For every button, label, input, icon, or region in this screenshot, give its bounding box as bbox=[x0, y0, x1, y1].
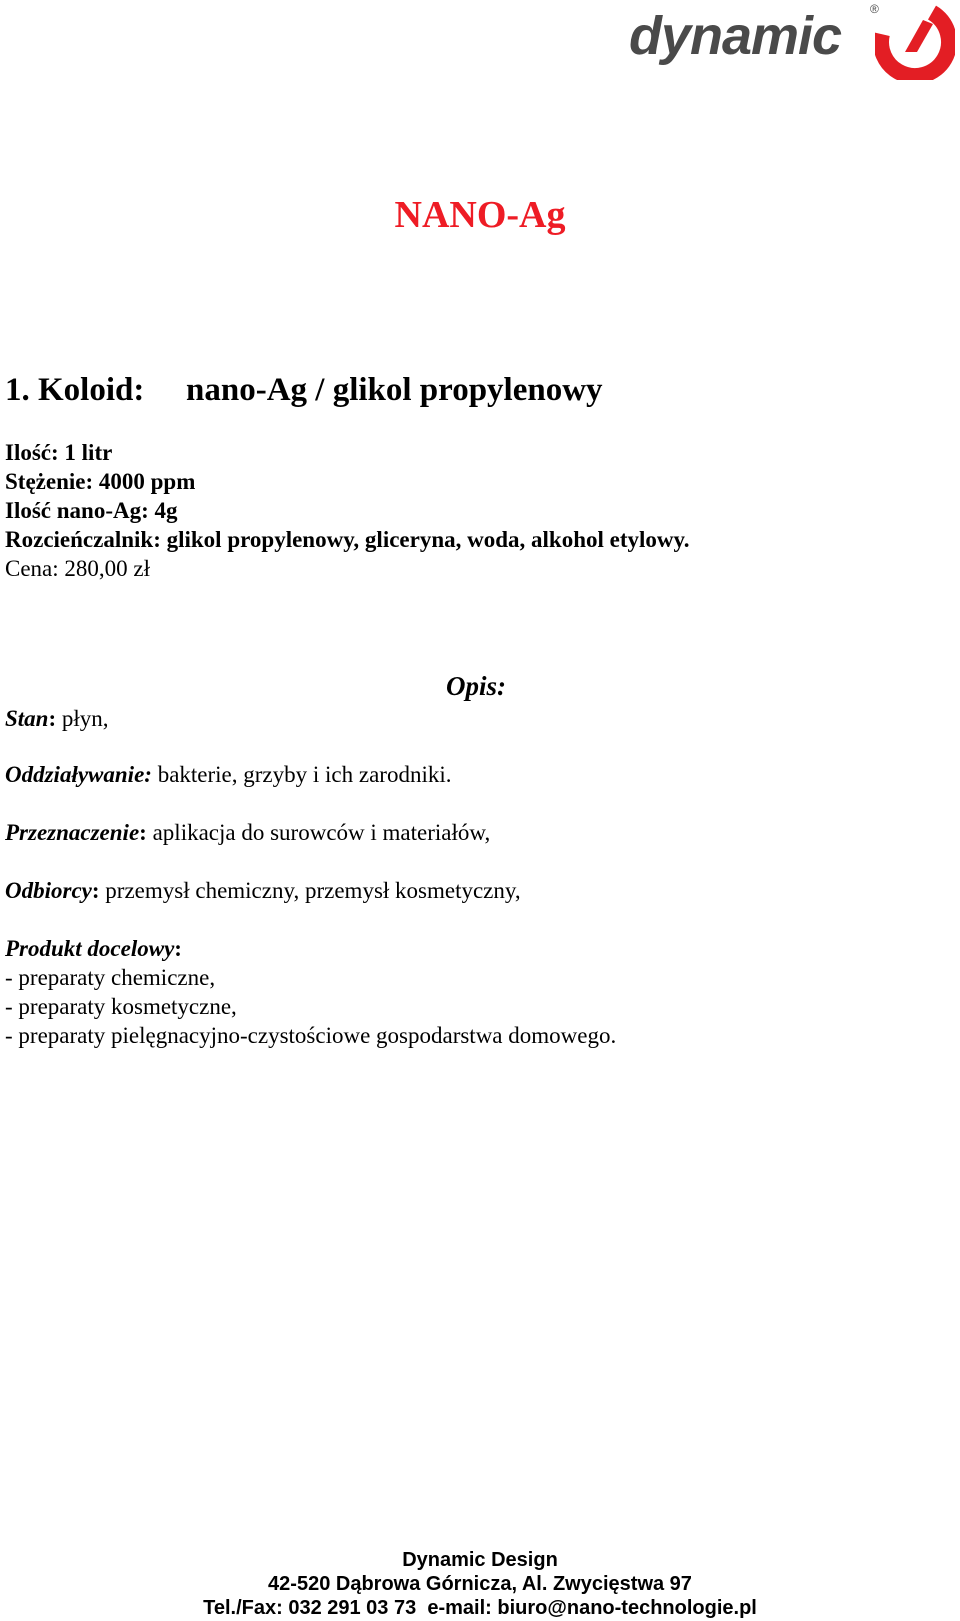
target-product-list bbox=[5, 963, 616, 1050]
description-heading: Opis: bbox=[446, 671, 506, 701]
effect-label: Oddziaływanie: bbox=[5, 762, 152, 787]
page-footer bbox=[0, 1548, 960, 1620]
list-item: - preparaty chemiczne, bbox=[5, 965, 216, 990]
footer-address: 42-520 Dąbrowa Górnicza, Al. Zwycięstwa 97 bbox=[268, 1573, 692, 1595]
purpose-label: Przeznaczenie bbox=[5, 820, 140, 845]
purpose-colon: : bbox=[139, 820, 147, 845]
section-number: 1. Koloid: bbox=[5, 372, 145, 408]
target-product-label: Produkt docelowy bbox=[5, 936, 175, 961]
recipients-label: Odbiorcy bbox=[5, 878, 92, 903]
footer-company: Dynamic Design bbox=[402, 1549, 558, 1571]
logo-swirl-icon bbox=[875, 0, 955, 80]
spec-price: Cena: 280,00 zł bbox=[5, 556, 150, 581]
recipients-line bbox=[5, 876, 521, 905]
state-label: Stan bbox=[5, 706, 49, 731]
registered-mark: ® bbox=[870, 2, 879, 16]
recipients-value: przemysł chemiczny, przemysł kosmetyczny, bbox=[99, 878, 521, 903]
logo-wordmark: dynamic bbox=[629, 6, 842, 66]
list-item: - preparaty kosmetyczne, bbox=[5, 994, 237, 1019]
product-heading bbox=[5, 370, 603, 410]
spec-diluent: Rozcieńczalnik: glikol propylenowy, gliceryna, woda, alkohol etylowy. bbox=[5, 527, 690, 552]
footer-contact: Tel./Fax: 032 291 03 73 e-mail: biuro@nano-technologie.pl bbox=[203, 1597, 757, 1619]
target-product-line bbox=[5, 934, 182, 963]
purpose-value: aplikacja do surowców i materiałów, bbox=[146, 820, 491, 845]
spec-quantity: Ilość: 1 litr bbox=[5, 440, 113, 465]
effect-line bbox=[5, 760, 451, 789]
page-title: NANO-Ag bbox=[394, 194, 566, 236]
spec-silver-amount: Ilość nano-Ag: 4g bbox=[5, 498, 178, 523]
state-value: płyn, bbox=[56, 706, 109, 731]
target-product-colon: : bbox=[174, 936, 182, 961]
company-logo bbox=[625, 0, 955, 85]
state-line bbox=[5, 704, 109, 733]
recipients-colon: : bbox=[91, 878, 100, 903]
purpose-line bbox=[5, 818, 490, 847]
spec-concentration: Stężenie: 4000 ppm bbox=[5, 469, 196, 494]
list-item: - preparaty pielęgnacyjno-czystościowe gospodarstwa domowego. bbox=[5, 1023, 617, 1048]
state-colon: : bbox=[48, 706, 57, 731]
section-name: nano-Ag / glikol propylenowy bbox=[186, 372, 603, 408]
effect-value: bakterie, grzyby i ich zarodniki. bbox=[151, 762, 452, 787]
product-specs bbox=[5, 438, 690, 583]
